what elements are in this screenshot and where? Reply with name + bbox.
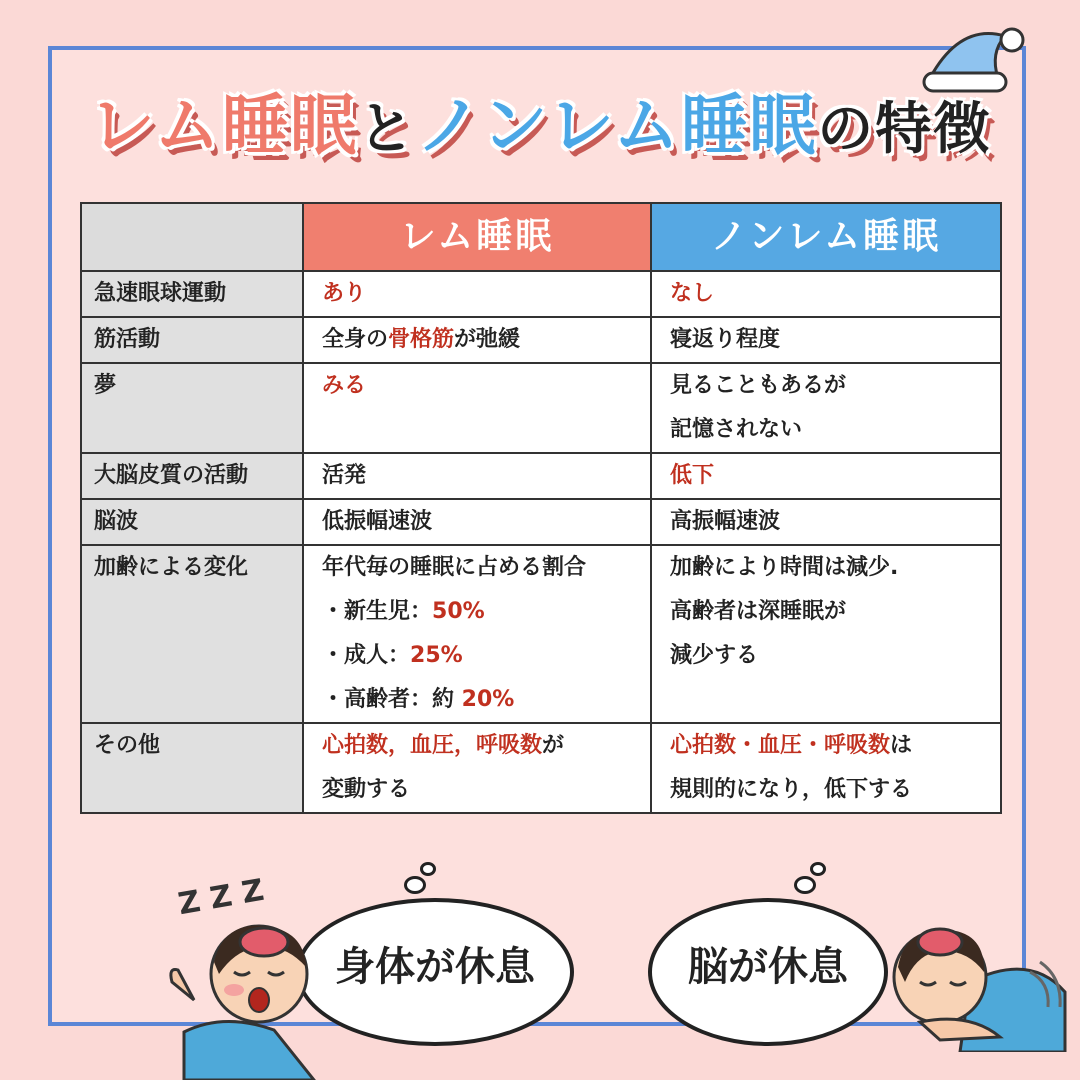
row-label: その他: [81, 723, 303, 813]
table-row: [81, 499, 1001, 545]
cell-text: 骨格筋: [388, 327, 455, 352]
rem-cell: [303, 453, 651, 499]
thought-dot: [404, 876, 426, 894]
bubble-brain-rest: 脳が休息: [648, 898, 888, 1046]
header-blank-cell: [81, 203, 303, 271]
table-row: [81, 317, 1001, 363]
table-row: [81, 545, 1001, 723]
bubble-body-rest: 身体が休息: [296, 898, 574, 1046]
cell-text: なし: [670, 281, 715, 306]
table-row: [81, 271, 1001, 317]
cell-text: 変動する: [322, 777, 411, 802]
nrem-cell: [651, 545, 1001, 723]
cell-text: 50%: [432, 599, 485, 624]
cell-text: 見ることもあるが: [670, 373, 847, 398]
nrem-cell: [651, 453, 1001, 499]
cell-text: 高齢者は深睡眠が: [670, 599, 847, 624]
rem-cell: [303, 499, 651, 545]
table-row: [81, 453, 1001, 499]
cell-text: 加齢により時間は減少.: [670, 555, 899, 580]
cell-text: 低下: [670, 463, 715, 488]
title-suffix: の特徴: [817, 97, 992, 162]
cell-text: ・高齢者：約: [322, 687, 462, 712]
cell-text: 年代毎の睡眠に占める割合: [322, 555, 587, 580]
cell-text: 減少する: [670, 643, 759, 668]
cell-text: 寝返り程度: [670, 327, 781, 352]
cell-text: は: [890, 733, 913, 758]
cell-text: 低振幅速波: [322, 509, 433, 534]
row-label: 加齢による変化: [81, 545, 303, 723]
nrem-cell: [651, 317, 1001, 363]
nrem-cell: [651, 723, 1001, 813]
zzz-text: Z Z Z: [175, 872, 267, 923]
rem-cell: [303, 317, 651, 363]
cell-text: 記憶されない: [670, 417, 803, 442]
cell-text: ・新生児：: [322, 599, 433, 624]
rem-cell: [303, 723, 651, 813]
cell-text: 規則的になり，低下する: [670, 777, 913, 802]
cell-text: が弛緩: [454, 327, 521, 352]
row-label: 急速眼球運動: [81, 271, 303, 317]
header-nrem: ノンレム睡眠: [651, 203, 1001, 271]
cell-text: みる: [322, 373, 367, 398]
page-title: [0, 72, 1080, 167]
cell-text: 活発: [322, 463, 367, 488]
thought-dot: [810, 862, 826, 876]
cell-text: 全身の: [322, 327, 389, 352]
sleeping-boy-right-illustration: [880, 912, 1070, 1052]
cell-text: 心拍数，血圧，呼吸数: [322, 733, 543, 758]
row-label: 夢: [81, 363, 303, 453]
nrem-cell: [651, 363, 1001, 453]
row-label: 大脳皮質の活動: [81, 453, 303, 499]
rem-cell: [303, 271, 651, 317]
cell-text: 心拍数・血圧・呼吸数: [670, 733, 891, 758]
title-connector: と: [358, 97, 417, 162]
comparison-table: [80, 202, 1002, 814]
nrem-cell: [651, 499, 1001, 545]
sleeping-boy-left-illustration: [164, 912, 324, 1080]
row-label: 脳波: [81, 499, 303, 545]
cell-text: 高振幅速波: [670, 509, 781, 534]
title-rem: レム睡眠: [88, 87, 359, 164]
thought-dot: [420, 862, 436, 876]
rem-cell: [303, 545, 651, 723]
cell-text: あり: [322, 281, 367, 306]
cell-text: 20%: [461, 687, 515, 712]
row-label: 筋活動: [81, 317, 303, 363]
thought-dot: [794, 876, 816, 894]
cell-text: が: [542, 733, 565, 758]
cell-text: 25%: [410, 643, 463, 668]
table-row: [81, 723, 1001, 813]
table-header-row: [81, 203, 1001, 271]
nrem-cell: [651, 271, 1001, 317]
title-nrem: ノンレム睡眠: [416, 87, 818, 164]
header-rem: レム睡眠: [303, 203, 651, 271]
rem-cell: [303, 363, 651, 453]
cell-text: ・成人：: [322, 643, 411, 668]
table-row: [81, 363, 1001, 453]
